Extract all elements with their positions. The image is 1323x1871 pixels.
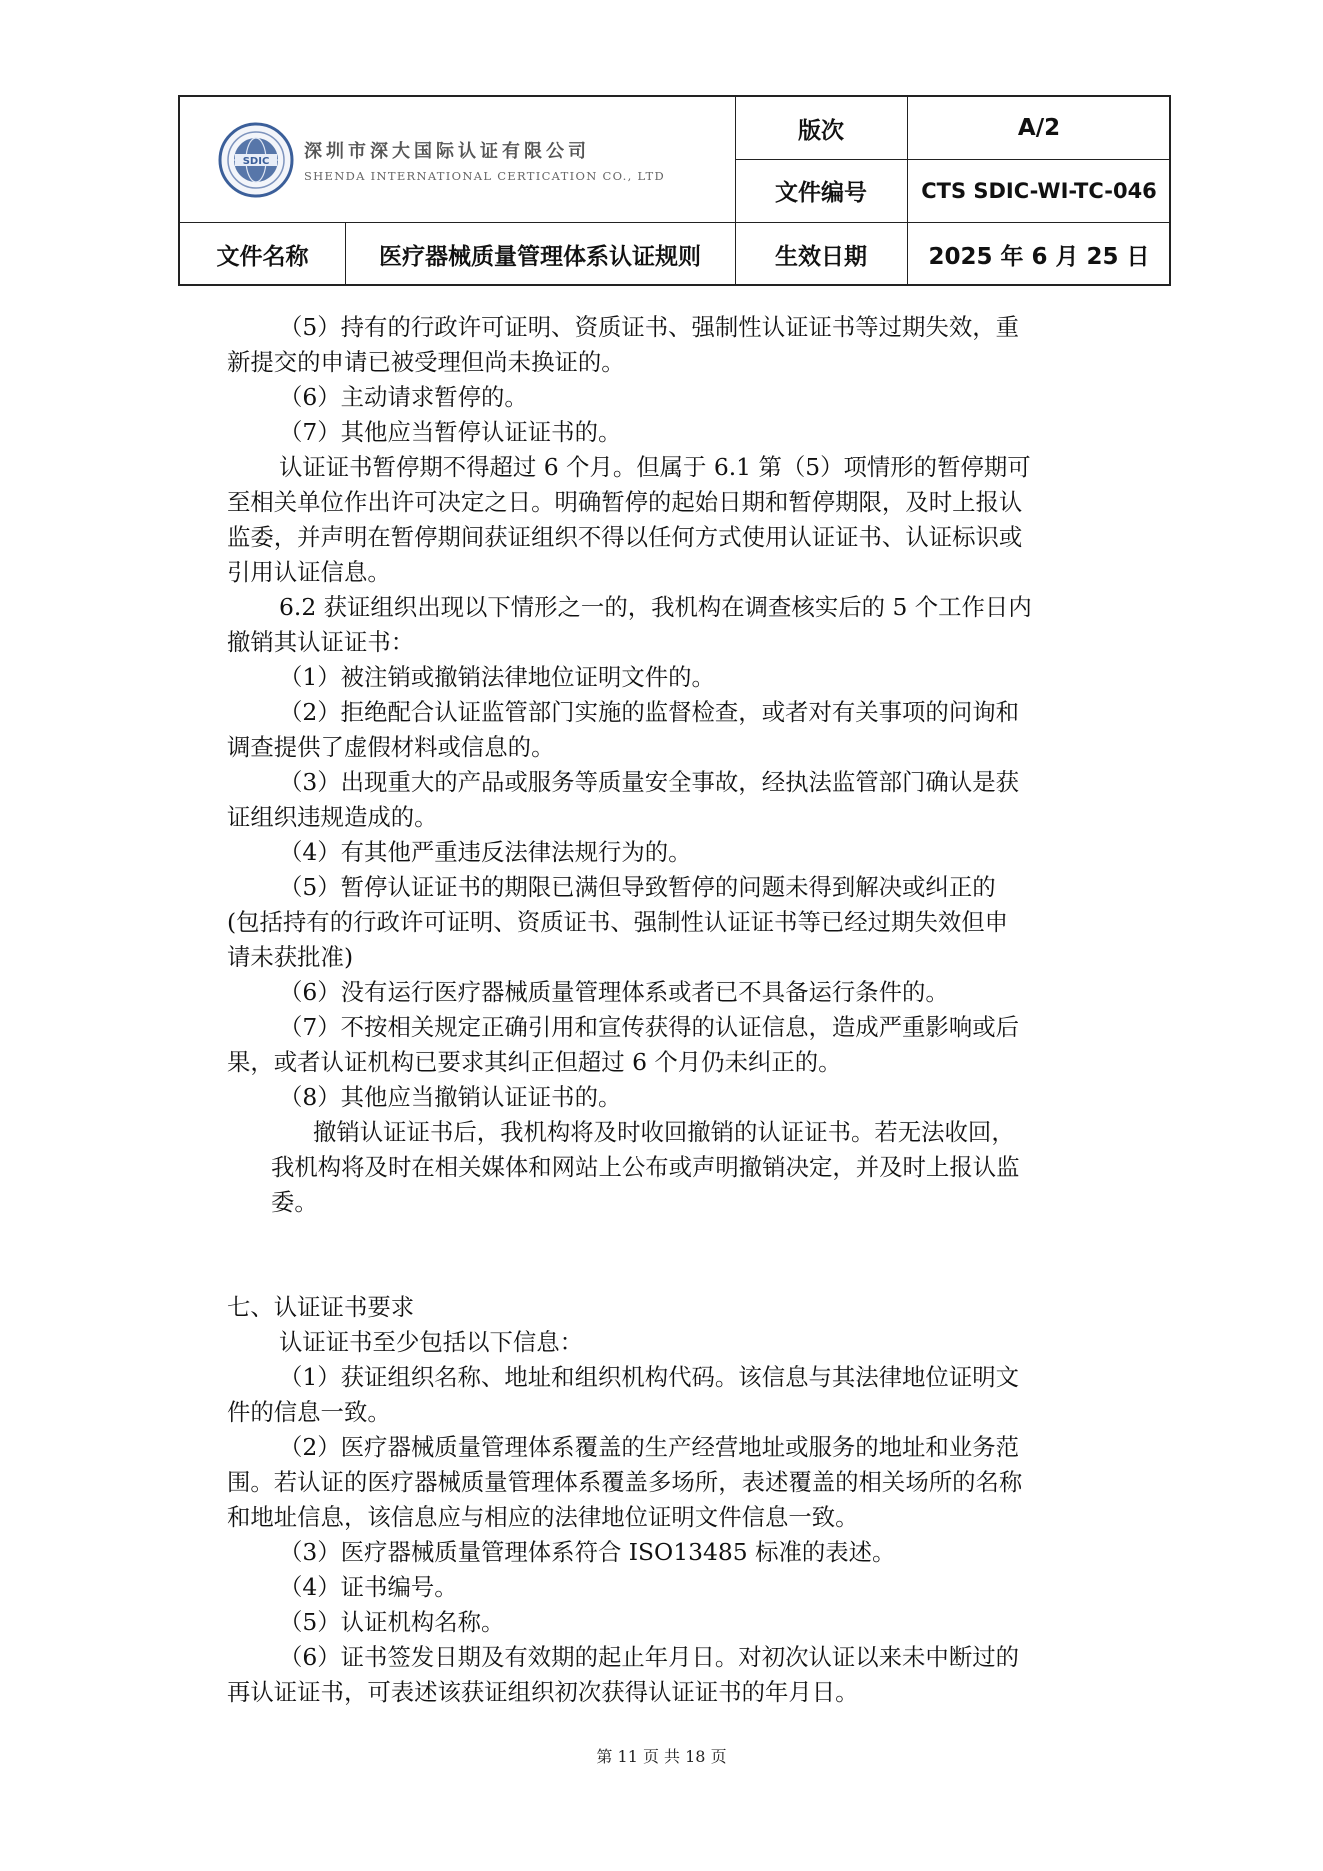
paragraph-line: （3）医疗器械质量管理体系符合 ISO13485 标准的表述。 [279, 1538, 896, 1566]
paragraph-line: 围。若认证的医疗器械质量管理体系覆盖多场所，表述覆盖的相关场所的名称 [227, 1468, 1023, 1496]
paragraph-line: （5）暂停认证证书的期限已满但导致暂停的问题未得到解决或纠正的 [279, 873, 996, 901]
paragraph-line: （5）持有的行政许可证明、资质证书、强制性认证证书等过期失效，重 [279, 313, 1019, 341]
paragraph-line: 新提交的申请已被受理但尚未换证的。 [227, 348, 625, 376]
paragraph-line: （8）其他应当撤销认证证书的。 [279, 1083, 622, 1111]
paragraph-line: 调查提供了虚假材料或信息的。 [227, 733, 555, 761]
effective-date-label: 生效日期 [775, 243, 867, 270]
company-logo-block [180, 97, 735, 222]
paragraph-line: （7）其他应当暂停认证证书的。 [279, 418, 622, 446]
version-label: 版次 [798, 117, 844, 144]
page-footer: 第 11 页 共 18 页 [596, 1747, 727, 1766]
document-header-table [178, 95, 1171, 286]
doc-number-value: CTS SDIC-WI-TC-046 [921, 178, 1157, 203]
paragraph-line: 件的信息一致。 [227, 1398, 391, 1426]
paragraph-line: 监委，并声明在暂停期间获证组织不得以任何方式使用认证证书、认证标识或 [227, 523, 1023, 551]
paragraph-line: 认证证书至少包括以下信息： [279, 1328, 584, 1356]
paragraph-line: (包括持有的行政许可证明、资质证书、强制性认证证书等已经过期失效但申 [227, 908, 1009, 936]
paragraph-line: （1）获证组织名称、地址和组织机构代码。该信息与其法律地位证明文 [279, 1363, 1019, 1391]
paragraph-line: 至相关单位作出许可决定之日。明确暂停的起始日期和暂停期限，及时上报认 [227, 488, 1023, 516]
doc-name-value: 医疗器械质量管理体系认证规则 [379, 243, 701, 270]
paragraph-line: （6）没有运行医疗器械质量管理体系或者已不具备运行条件的。 [279, 978, 949, 1006]
paragraph-line: （6）主动请求暂停的。 [279, 383, 528, 411]
company-name-en: SHENDA INTERNATIONAL CERTICATION CO., LTD [304, 168, 666, 183]
doc-name-label: 文件名称 [216, 243, 309, 270]
version-value: A/2 [1017, 115, 1061, 141]
paragraph-line: 再认证证书，可表述该获证组织初次获得认证证书的年月日。 [227, 1678, 859, 1706]
paragraph-line: 请未获批准) [227, 943, 354, 971]
paragraph-line: （4）证书编号。 [279, 1573, 458, 1601]
effective-date-value: 2025 年 6 月 25 日 [928, 243, 1150, 270]
paragraph-line: 果，或者认证机构已要求其纠正但超过 6 个月仍未纠正的。 [227, 1048, 842, 1076]
logo-text: SDIC [242, 155, 270, 167]
company-name-cn: 深圳市深大国际认证有限公司 [304, 140, 590, 162]
paragraph-line: 撤销认证证书后，我机构将及时收回撤销的认证证书。若无法收回， [313, 1118, 1015, 1146]
paragraph-line: （6）证书签发日期及有效期的起止年月日。对初次认证以来未中断过的 [279, 1643, 1019, 1671]
paragraph-line: 6.2 获证组织出现以下情形之一的，我机构在调查核实后的 5 个工作日内 [279, 593, 1032, 621]
paragraph-line: 委。 [271, 1188, 318, 1216]
paragraph-line: 我机构将及时在相关媒体和网站上公布或声明撤销决定，并及时上报认监 [271, 1153, 1020, 1181]
paragraph-line: 引用认证信息。 [227, 558, 391, 586]
paragraph-line: （4）有其他严重违反法律法规行为的。 [279, 838, 692, 866]
paragraph-line: （2）拒绝配合认证监管部门实施的监督检查，或者对有关事项的问询和 [279, 698, 1019, 726]
paragraph-line: （7）不按相关规定正确引用和宣传获得的认证信息，造成严重影响或后 [279, 1013, 1019, 1041]
paragraph-line: 和地址信息，该信息应与相应的法律地位证明文件信息一致。 [227, 1503, 859, 1531]
section-heading-7: 七、认证证书要求 [227, 1293, 415, 1321]
sdic-logo-icon [218, 122, 294, 198]
paragraph-line: （3）出现重大的产品或服务等质量安全事故，经执法监管部门确认是获 [279, 768, 1019, 796]
document-body [227, 310, 1133, 1710]
paragraph-line: 认证证书暂停期不得超过 6 个月。但属于 6.1 第（5）项情形的暂停期可 [279, 453, 1031, 481]
paragraph-line: （1）被注销或撤销法律地位证明文件的。 [279, 663, 715, 691]
paragraph-line: （5）认证机构名称。 [279, 1608, 505, 1636]
paragraph-line: 证组织违规造成的。 [227, 803, 438, 831]
paragraph-line: 撤销其认证证书： [227, 628, 415, 656]
doc-number-label: 文件编号 [775, 180, 867, 206]
paragraph-line: （2）医疗器械质量管理体系覆盖的生产经营地址或服务的地址和业务范 [279, 1433, 1019, 1461]
